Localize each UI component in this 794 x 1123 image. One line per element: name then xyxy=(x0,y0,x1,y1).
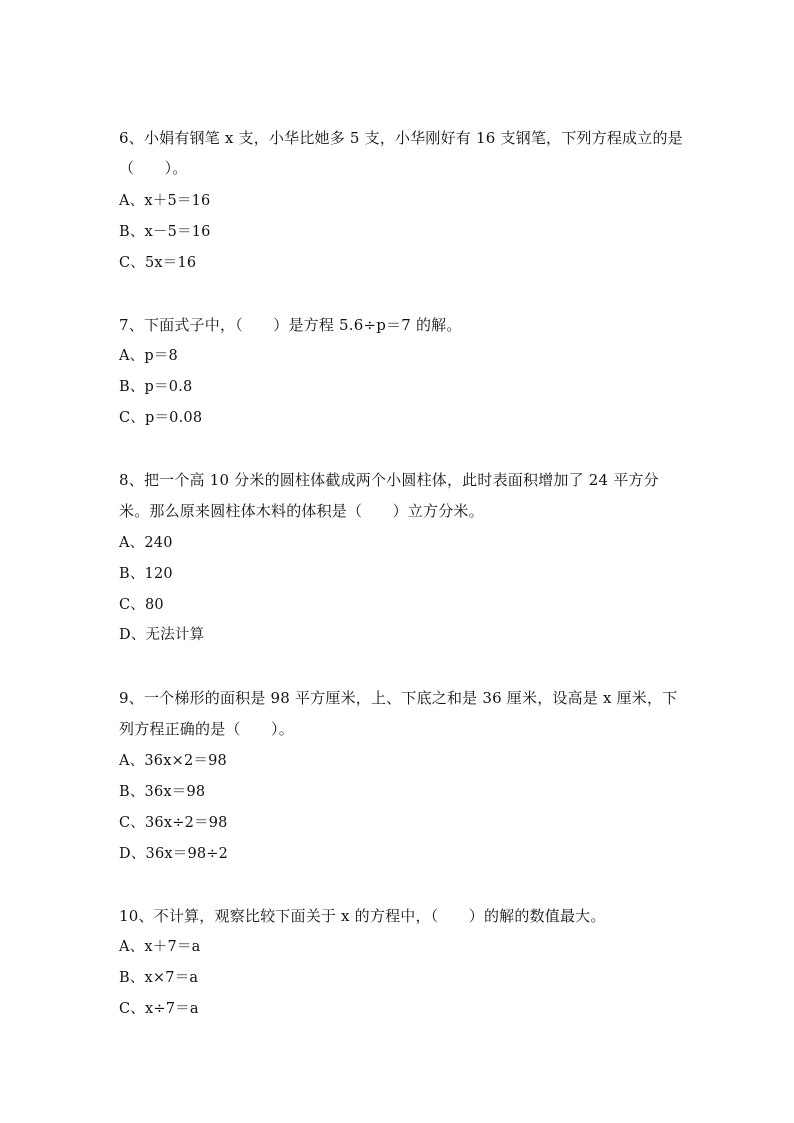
question-stem-line: 列方程正确的是（ ）。 xyxy=(119,720,294,738)
question-stem-line: 10、不计算，观察比较下面关于 x 的方程中，（ ）的解的数值最大。 xyxy=(119,907,606,925)
question-stem-line: 6、小娟有钢笔 x 支，小华比她多 5 支，小华刚好有 16 支钢笔，下列方程成立的是 xyxy=(119,129,683,147)
option-c: C、80 xyxy=(119,597,164,613)
option-a: A、240 xyxy=(119,535,173,551)
option-b: B、x－5＝16 xyxy=(119,224,211,240)
option-d: D、36x＝98÷2 xyxy=(119,846,229,862)
question-stem-line: 米。那么原来圆柱体木料的体积是（ ）立方分米。 xyxy=(119,502,484,520)
option-b: B、x×7＝a xyxy=(119,970,199,986)
option-c: C、5x＝16 xyxy=(119,255,197,271)
question-stem-line: 7、下面式子中，（ ）是方程 5.6÷p＝7 的解。 xyxy=(119,316,462,334)
option-c: C、p＝0.08 xyxy=(119,410,203,426)
option-a: A、p＝8 xyxy=(119,348,178,364)
option-a: A、x＋7＝a xyxy=(119,939,201,955)
question-stem-line: 8、把一个高 10 分米的圆柱体截成两个小圆柱体，此时表面积增加了 24 平方分 xyxy=(119,471,659,489)
option-a: A、x＋5＝16 xyxy=(119,193,211,209)
option-c: C、36x÷2＝98 xyxy=(119,815,228,831)
question-stem-line: 9、一个梯形的面积是 98 平方厘米，上、下底之和是 36 厘米，设高是 x 厘米，下 xyxy=(119,689,678,707)
option-a: A、36x×2＝98 xyxy=(119,753,227,769)
option-d: D、无法计算 xyxy=(119,627,205,643)
option-b: B、p＝0.8 xyxy=(119,379,193,395)
option-b: B、120 xyxy=(119,566,173,582)
option-c: C、x÷7＝a xyxy=(119,1001,199,1017)
question-stem-line: （ ）。 xyxy=(119,159,188,177)
option-b: B、36x＝98 xyxy=(119,784,206,800)
